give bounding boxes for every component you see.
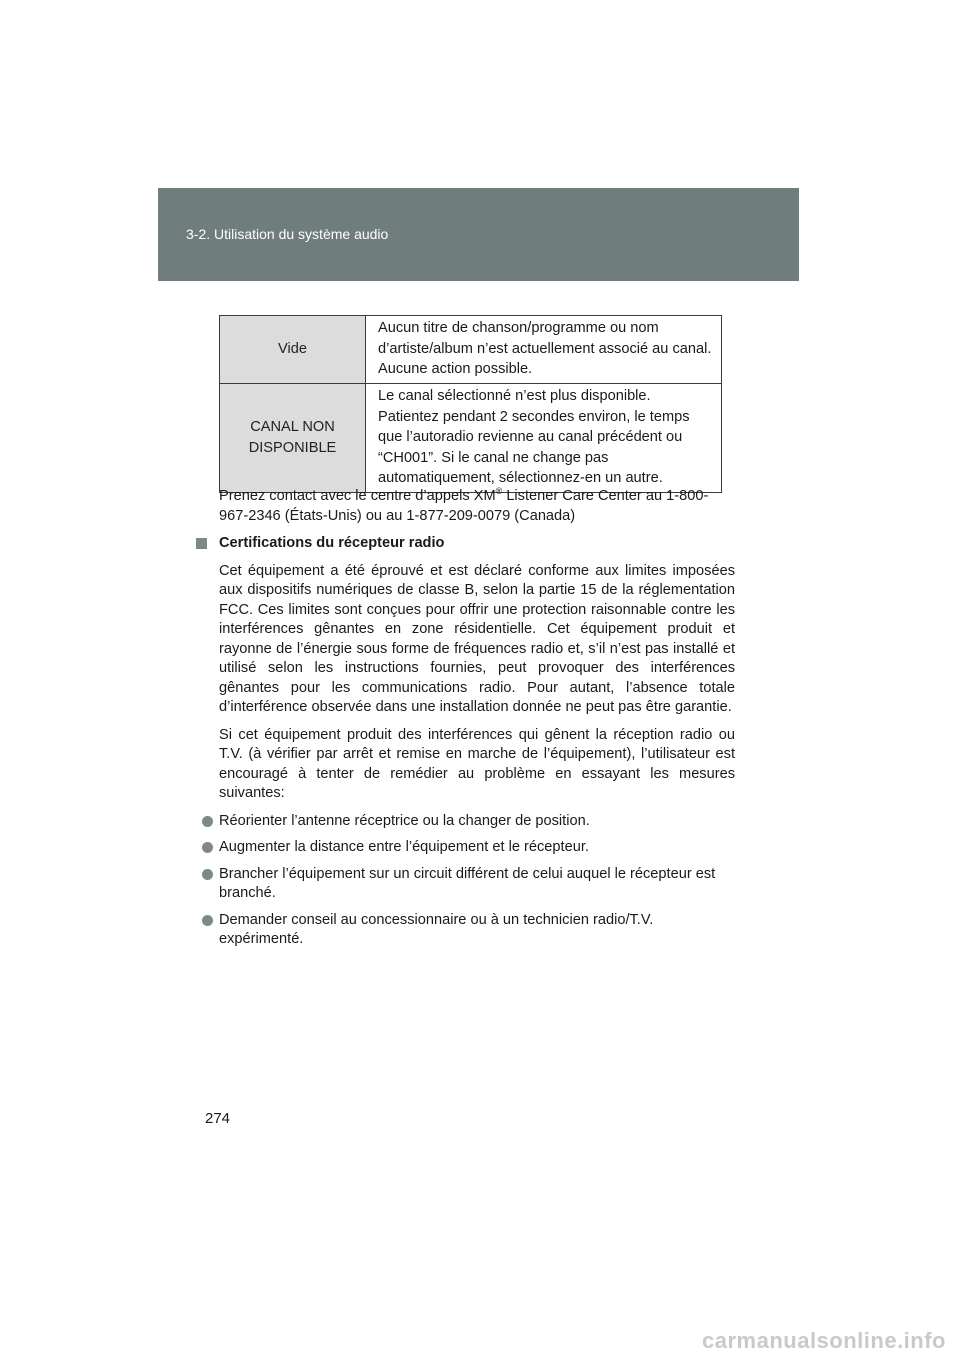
list-item-text: Demander conseil au concessionnaire ou à un technicien radio/T.V. expérimenté.	[219, 911, 654, 947]
certifications-heading-text: Certifications du récepteur radio	[219, 535, 445, 551]
list-item-text: Réorienter l’antenne réceptrice ou la changer de position.	[219, 812, 590, 829]
list-item-text: Brancher l’équipement sur un circuit différent de celui auquel le récepteur est branché.	[219, 865, 716, 901]
section-square-icon	[196, 538, 207, 549]
list-item	[219, 865, 735, 904]
message-description: Aucun titre de chanson/programme ou nom d’artiste/album n’est actuellement associé au canal. Aucune action possible.	[366, 316, 722, 384]
watermark-bar	[0, 1326, 960, 1358]
contact-text-after: Listener Care Center au 1-800-967-2346 (États-Unis) ou au 1-877-209-0079 (Canada)	[219, 488, 709, 524]
list-item	[219, 812, 735, 832]
certifications-paragraph-1: Cet équipement a été éprouvé et est déclaré conforme aux limites imposées aux dispositifs numériques de classe B, selon la partie 15 de la réglementation FCC. Ces limites sont conçues pour offrir une protection raisonnable contre les interférences gênantes en zone résidentielle. Cet équipement produit et rayonne de l’énergie sous forme de fréquences radio et, s’il n’est pas installé et utilisé selon les instructions fournies, peut provoquer des interférences gênantes pour les communications radio. Pour autant, l’absence totale d’interférence observée dans une installation donnée ne peut pas être garantie.	[219, 562, 735, 715]
contact-paragraph	[219, 487, 735, 526]
message-table	[219, 315, 722, 493]
contact-text-before: Prenez contact avec le centre d’appels XM	[219, 488, 496, 504]
table-row	[220, 316, 722, 384]
bullet-dot-icon	[202, 915, 213, 926]
list-item	[219, 838, 735, 858]
certifications-paragraph-2: Si cet équipement produit des interférences qui gênent la réception radio ou T.V. (à vérifier par arrêt et remise en marche de l’équipement), l’utilisateur est encouragé à tenter de remédier au problème en essayant les mesures suivantes:	[219, 726, 735, 801]
bullet-dot-icon	[202, 869, 213, 880]
bullet-dot-icon	[202, 816, 213, 827]
message-description: Le canal sélectionné n’est plus disponible. Patientez pendant 2 secondes environ, le temps que l’autoradio revienne au canal précédent ou “CH001”. Si le canal ne change pas automatiquement, sélectionnez-en un autre.	[366, 384, 722, 493]
watermark-text: carmanualsonline.info	[702, 1328, 946, 1353]
registered-mark: ®	[495, 486, 503, 497]
page-content	[219, 487, 735, 957]
message-code: CANAL NON DISPONIBLE	[220, 384, 366, 493]
section-title: 3-2. Utilisation du système audio	[186, 226, 389, 242]
list-item	[219, 911, 735, 950]
list-item-text: Augmenter la distance entre l’équipement et le récepteur.	[219, 839, 589, 855]
table-row	[220, 384, 722, 493]
bullet-dot-icon	[202, 842, 213, 853]
message-code: Vide	[220, 316, 366, 384]
certifications-heading	[219, 534, 735, 554]
section-header-band	[158, 188, 799, 281]
page-number: 274	[205, 1110, 231, 1127]
